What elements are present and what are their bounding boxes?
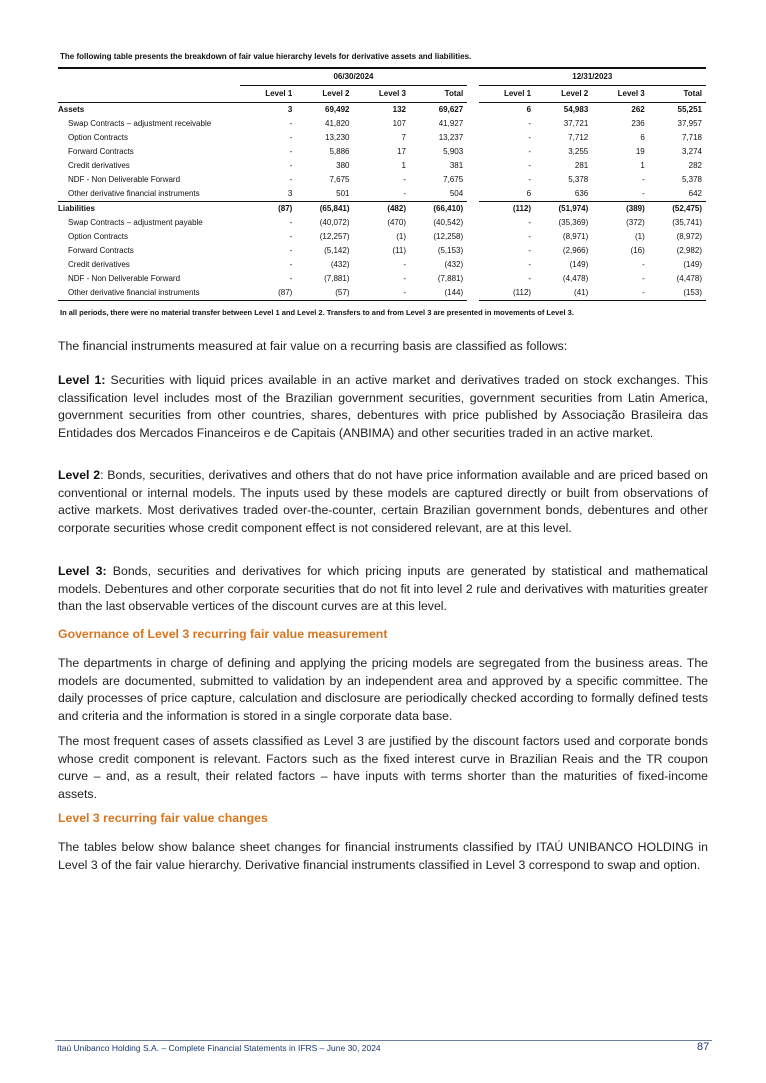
cell-value: - xyxy=(289,161,293,170)
cell-value: 636 xyxy=(535,187,592,202)
table-row xyxy=(58,230,706,244)
col-total: Total xyxy=(410,86,467,103)
table-intro: The following table presents the breakdown of fair value hierarchy levels for derivative assets and liabilities. xyxy=(60,52,472,61)
cell-value: (5,142) xyxy=(324,246,350,255)
cell-value: - xyxy=(642,274,645,283)
cell-value: (7,881) xyxy=(437,274,464,283)
cell-value: (65,841) xyxy=(319,204,350,213)
cell-value: (41) xyxy=(535,286,592,301)
cell-value: 5,378 xyxy=(681,175,702,184)
cell-value: - xyxy=(528,246,532,255)
row-label: Credit derivatives xyxy=(68,161,130,170)
cell-value: 3,274 xyxy=(681,147,702,156)
cell-value: - xyxy=(592,187,649,202)
table-row xyxy=(58,159,706,173)
cell-value: (149) xyxy=(683,260,702,269)
cell-value: 69,492 xyxy=(325,105,350,114)
cell-value: - xyxy=(289,175,293,184)
cell-value: - xyxy=(354,286,411,301)
level3-changes-paragraph: The tables below show balance sheet changes for financial instruments classified by ITAÚ UNIBANCO HOLDING in Level 3 of the fair value hierarchy. Derivative financial instruments classified in Level 3 correspond to swap and option. xyxy=(58,840,708,872)
cell-value: (112) xyxy=(512,204,532,213)
cell-value: (35,741) xyxy=(672,218,702,227)
level-1-text: Securities with liquid prices available in an active market and derivatives traded on stock exchanges. This classification level includes most of the Brazilian government securities, government securities from Latin America, government securities from other countries, shares, debentures with price published by Associação Brasileira das Entidades dos Mercados Financeiros e de Capitais (ANBIMA) and other securities traded in an active market. xyxy=(58,373,708,440)
cell-value: (144) xyxy=(410,286,467,301)
cell-value: - xyxy=(642,260,645,269)
table-row xyxy=(58,244,706,258)
cell-value: 5,886 xyxy=(329,147,350,156)
cell-value: (51,974) xyxy=(558,204,589,213)
cell-value: 107 xyxy=(392,119,406,128)
cell-value: (57) xyxy=(296,286,353,301)
col-total: Total xyxy=(649,86,706,103)
table-row xyxy=(58,117,706,131)
col-level-1: Level 1 xyxy=(479,86,536,103)
cell-value: 37,957 xyxy=(677,119,702,128)
period-header-1: 06/30/2024 xyxy=(240,69,467,86)
cell-value: 69,627 xyxy=(438,105,464,114)
cell-value: - xyxy=(354,187,411,202)
footer-divider xyxy=(55,1040,712,1041)
level-2-term: Level 2 xyxy=(58,468,101,482)
fair-value-hierarchy-table xyxy=(58,67,706,301)
cell-value: 281 xyxy=(574,161,589,170)
cell-value: (35,369) xyxy=(558,218,589,227)
cell-value: 6 xyxy=(479,187,536,202)
cell-value: - xyxy=(289,274,293,283)
row-label: Option Contracts xyxy=(68,133,129,142)
row-label: Other derivative financial instruments xyxy=(58,286,240,301)
cell-value: - xyxy=(403,274,406,283)
cell-value: (7,881) xyxy=(324,274,350,283)
cell-value: 3,255 xyxy=(568,147,589,156)
cell-value: - xyxy=(289,133,293,142)
cell-value: (66,410) xyxy=(433,204,464,213)
cell-value: - xyxy=(289,232,293,241)
cell-value: 7,675 xyxy=(443,175,464,184)
cell-value: - xyxy=(528,274,532,283)
cell-value: - xyxy=(528,161,532,170)
cell-value: - xyxy=(528,147,532,156)
cell-value: (153) xyxy=(649,286,706,301)
cell-value: (470) xyxy=(387,218,406,227)
cell-value: - xyxy=(528,175,532,184)
cell-value: 7,718 xyxy=(681,133,702,142)
col-level-2: Level 2 xyxy=(535,86,592,103)
cell-value: 501 xyxy=(296,187,353,202)
cell-value: 7 xyxy=(401,133,406,142)
level-1-term: Level 1: xyxy=(58,373,106,387)
cell-value: 37,721 xyxy=(563,119,589,128)
col-level-3: Level 3 xyxy=(592,86,649,103)
footer-document-title: Itaú Unibanco Holding S.A. – Complete Financial Statements in IFRS – June 30, 2024 xyxy=(57,1043,381,1053)
row-label: Other derivative financial instruments xyxy=(58,187,240,202)
period-header-2: 12/31/2023 xyxy=(479,69,706,86)
level-2-text: : Bonds, securities, derivatives and others that do not have price information available and are priced based on conventional or internal models. The inputs used by these models are captured directly or built from observations of active markets. Most derivatives traded over-the-counter, certain Brazilian government bonds, debentures and other corporate securities whose credit component effect is not considered relevant, are at this level. xyxy=(58,468,708,535)
cell-value: 381 xyxy=(449,161,464,170)
cell-value: (432) xyxy=(444,260,464,269)
cell-value: - xyxy=(642,175,645,184)
cell-value: - xyxy=(403,260,406,269)
cell-value: (87) xyxy=(240,286,297,301)
cell-value: (40,542) xyxy=(433,218,464,227)
cell-value: (2,982) xyxy=(676,246,702,255)
cell-value: (482) xyxy=(387,204,406,213)
level-2-paragraph xyxy=(58,467,708,537)
cell-value: (8,971) xyxy=(562,232,589,241)
row-label: Forward Contracts xyxy=(68,147,134,156)
cell-value: 1 xyxy=(640,161,645,170)
level-3-term: Level 3: xyxy=(58,564,107,578)
cell-value: 13,237 xyxy=(438,133,464,142)
period-header-row xyxy=(58,69,706,86)
cell-value: 262 xyxy=(631,105,645,114)
level-3-paragraph xyxy=(58,563,708,616)
table-row xyxy=(58,145,706,159)
cell-value: (40,072) xyxy=(319,218,350,227)
level-1-paragraph xyxy=(58,372,708,442)
page-number: 87 xyxy=(697,1041,710,1053)
cell-value: (149) xyxy=(569,260,589,269)
level-3-text: Bonds, securities and derivatives for which pricing inputs are generated by statistical and mathematical models. Debentures and other corporate securities that do not fit into level 2 rule and derivatives with maturities greater than the last observable vertices of the discount curves are at this level. xyxy=(58,564,709,613)
cell-value: (5,153) xyxy=(437,246,464,255)
cell-value: 6 xyxy=(640,133,645,142)
col-level-3: Level 3 xyxy=(354,86,411,103)
cell-value: (389) xyxy=(626,204,645,213)
row-label: Option Contracts xyxy=(68,232,129,241)
row-label: Credit derivatives xyxy=(68,260,130,269)
cell-value: - xyxy=(289,218,293,227)
cell-value: (112) xyxy=(479,286,536,301)
cell-value: (11) xyxy=(392,246,406,255)
row-label: NDF - Non Deliverable Forward xyxy=(68,175,181,184)
cell-value: 5,378 xyxy=(568,175,589,184)
cell-value: (87) xyxy=(278,204,293,213)
cell-value: - xyxy=(289,260,293,269)
cell-value: - xyxy=(289,119,293,128)
cell-value: 504 xyxy=(410,187,467,202)
cell-value: 1 xyxy=(401,161,406,170)
table-group-row xyxy=(58,202,706,217)
table-row xyxy=(58,286,706,301)
cell-value: (8,972) xyxy=(676,232,702,241)
cell-value: 54,983 xyxy=(563,105,589,114)
cell-value: 41,820 xyxy=(325,119,350,128)
section-title-governance: Governance of Level 3 recurring fair value measurement xyxy=(58,627,388,641)
table-row xyxy=(58,258,706,272)
cell-value: 17 xyxy=(397,147,406,156)
row-label: Assets xyxy=(58,105,85,114)
row-label: Liabilities xyxy=(58,204,95,213)
cell-value: 282 xyxy=(688,161,702,170)
row-label: Swap Contracts – adjustment receivable xyxy=(68,119,212,128)
cell-value: - xyxy=(528,218,532,227)
level-header-row xyxy=(58,86,706,103)
cell-value: (4,478) xyxy=(562,274,589,283)
cell-value: - xyxy=(403,175,406,184)
cell-value: 236 xyxy=(631,119,645,128)
row-label: Forward Contracts xyxy=(68,246,134,255)
cell-value: (52,475) xyxy=(672,204,702,213)
cell-value: 55,251 xyxy=(677,105,702,114)
governance-paragraph-1: The departments in charge of defining and applying the pricing models are segregated from the business areas. The models are documented, submitted to validation by an independent area and approved by a specific committee. The daily processes of price capture, calculation and disclosure are periodically checked according to formally defined tests and criteria and the information is stored in a single corporate data base. xyxy=(58,656,708,723)
cell-value: 13,230 xyxy=(325,133,350,142)
section-title-level3-changes: Level 3 recurring fair value changes xyxy=(58,811,268,825)
cell-value: (2,966) xyxy=(562,246,589,255)
governance-paragraph-2: The most frequent cases of assets classified as Level 3 are justified by the discount factors used and corporate bonds whose credit component is relevant. Factors such as the fixed interest curve in Brazilian Reais and the TR coupon curve – and, as a result, their related factors – have inputs with terms shorter than the maturities of fixed-income assets. xyxy=(58,734,708,801)
cell-value: (1) xyxy=(396,232,406,241)
cell-value: (16) xyxy=(630,246,645,255)
table-row xyxy=(58,131,706,145)
cell-value: - xyxy=(289,246,293,255)
cell-value: (12,257) xyxy=(319,232,350,241)
row-label: Swap Contracts – adjustment payable xyxy=(68,218,203,227)
table-group-row xyxy=(58,103,706,118)
table-row xyxy=(58,216,706,230)
cell-value: 7,675 xyxy=(329,175,350,184)
cell-value: 19 xyxy=(635,147,645,156)
cell-value: - xyxy=(592,286,649,301)
cell-value: (432) xyxy=(330,260,350,269)
cell-value: - xyxy=(528,260,532,269)
row-label: NDF - Non Deliverable Forward xyxy=(68,274,181,283)
col-level-1: Level 1 xyxy=(240,86,297,103)
cell-value: - xyxy=(528,119,532,128)
cell-value: (4,478) xyxy=(676,274,702,283)
cell-value: 5,903 xyxy=(443,147,464,156)
cell-value: - xyxy=(528,232,532,241)
table-row xyxy=(58,173,706,187)
cell-value: 3 xyxy=(240,187,297,202)
cell-value: 7,712 xyxy=(568,133,589,142)
table-row xyxy=(58,272,706,286)
cell-value: - xyxy=(289,147,293,156)
cell-value: 380 xyxy=(336,161,350,170)
cell-value: 3 xyxy=(287,105,293,114)
cell-value: 132 xyxy=(392,105,406,114)
intro-paragraph: The financial instruments measured at fair value on a recurring basis are classified as follows: xyxy=(58,339,568,353)
cell-value: (1) xyxy=(634,232,645,241)
cell-value: (372) xyxy=(626,218,645,227)
cell-value: (12,258) xyxy=(433,232,464,241)
table-footnote: In all periods, there were no material transfer between Level 1 and Level 2. Transfers to and from Level 3 are presented in movements of Level 3. xyxy=(60,308,574,317)
table-row xyxy=(58,187,706,202)
cell-value: - xyxy=(528,133,532,142)
cell-value: 6 xyxy=(526,105,532,114)
cell-value: 41,927 xyxy=(438,119,464,128)
col-level-2: Level 2 xyxy=(296,86,353,103)
cell-value: 642 xyxy=(649,187,706,202)
